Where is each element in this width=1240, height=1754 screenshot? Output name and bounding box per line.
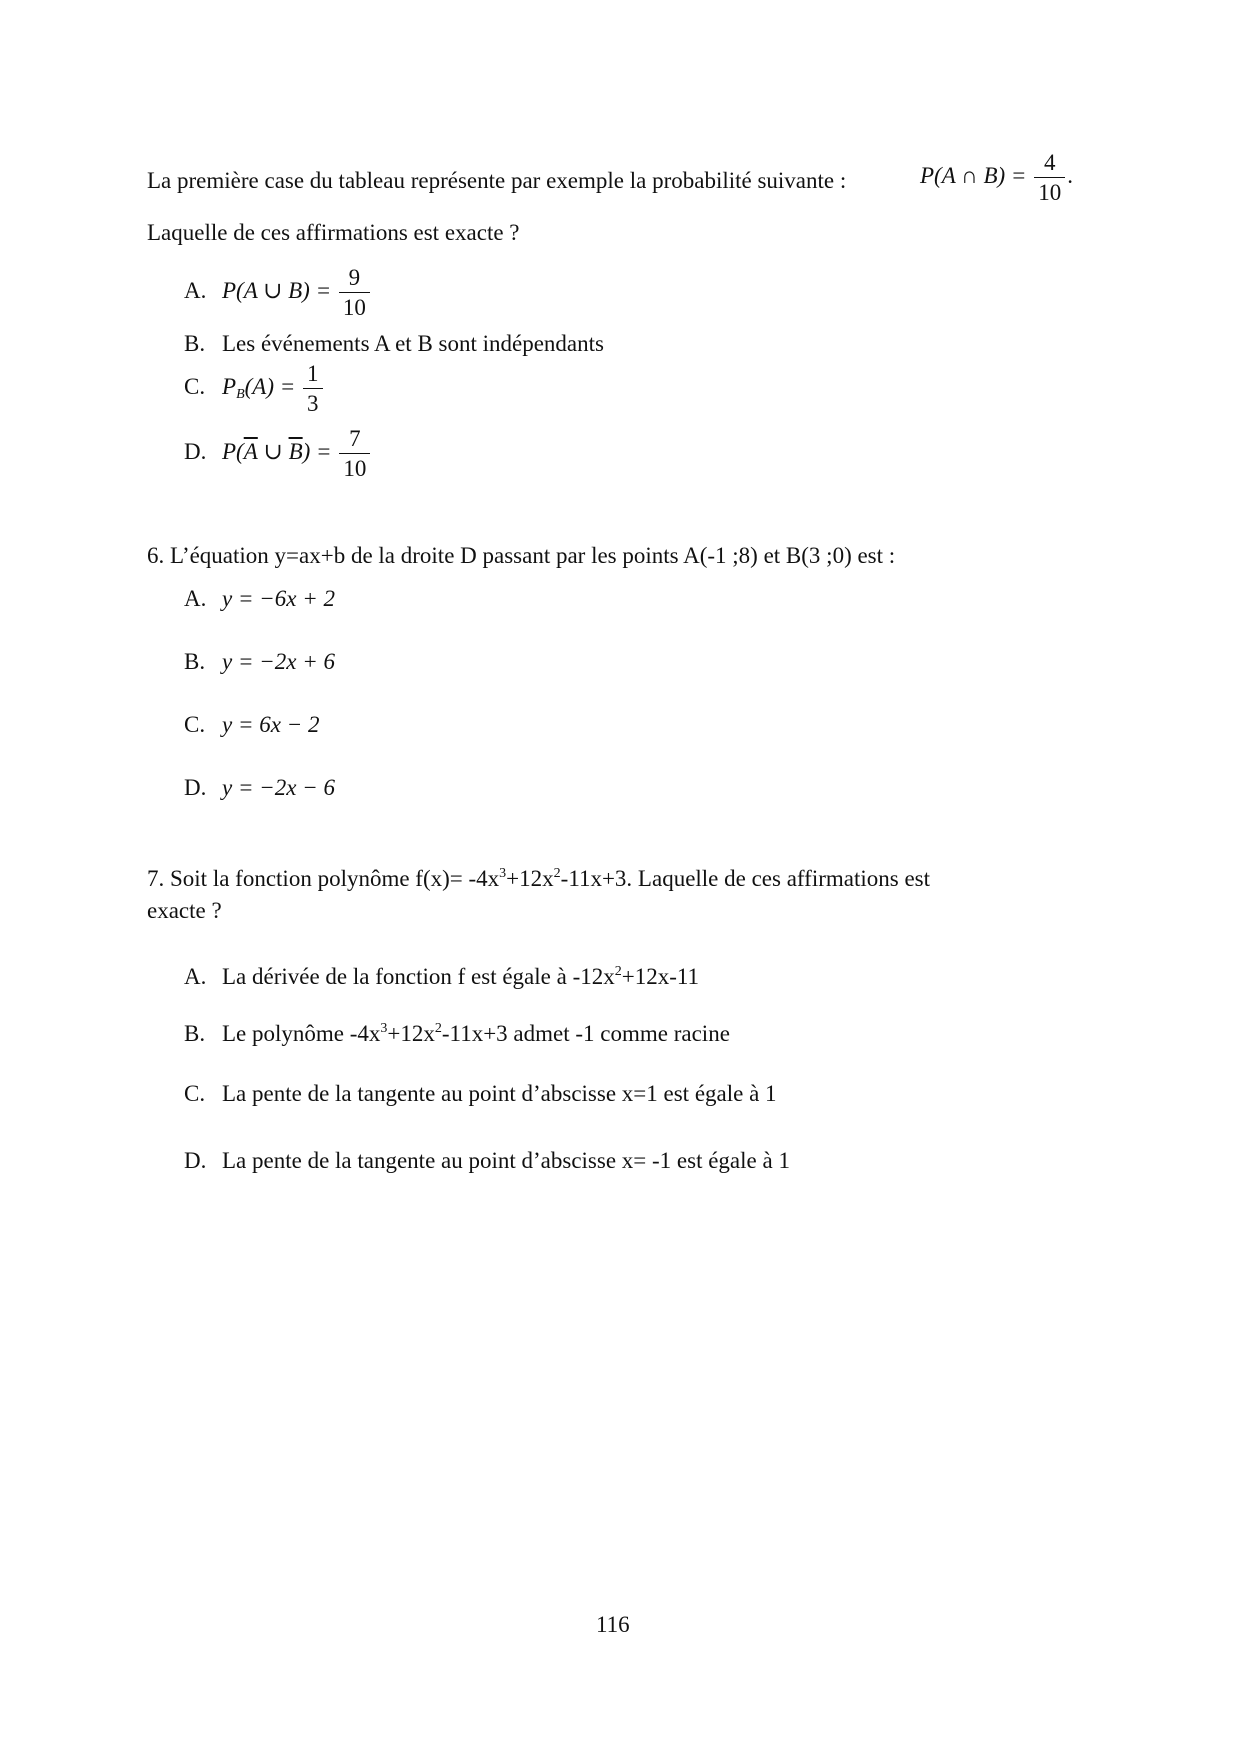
intro-formula: P(A ∩ B) = $\frac{4}{10}$ . — [920, 150, 1073, 205]
q6-option-d: D. y = −2x − 6 — [184, 775, 335, 800]
q5-option-c: C. $P_B(A)$ = $\frac{1}{3}$ — [184, 362, 325, 415]
q7-option-a: A. La dérivée de la fonction f est égale à $-12x^2+12x-11$ — [184, 964, 700, 989]
intro-sentence: La première case du tableau représente par exemple la probabilité suivante : — [147, 168, 847, 193]
q6-option-a: A. y = −6x + 2 — [184, 586, 335, 611]
page-number: 116 — [596, 1612, 630, 1637]
q5-option-d: D. $P(\overline{A}$ ∪ $\overline{B}$) = $\frac{7}{10}$ — [184, 427, 372, 480]
q7-question-line2: exacte ? — [147, 898, 222, 923]
q6-question: 6. L’équation y=ax+b de la droite D passant par les points A(-1 ;8) et B(3 ;0) est : — [147, 543, 896, 568]
q7-question-line1: 7. Soit la fonction polynôme $f(x)= -4x^3+12x^2-11x+3$. Laquelle de ces affirmations est — [147, 866, 931, 891]
intro-fraction: $\frac{4}{10}$ — [1034, 151, 1065, 204]
q7-option-d: D. La pente de la tangente au point d’abscisse x= -1 est égale à 1 — [184, 1148, 790, 1173]
q7-option-c: C. La pente de la tangente au point d’abscisse x=1 est égale à 1 — [184, 1081, 777, 1106]
q5-option-a: A. P(A ∪ B) = $\frac{9}{10}$ — [184, 266, 372, 319]
q6-option-c: C. y = 6x − 2 — [184, 712, 320, 737]
q7-option-b: B. Le polynôme $-4x^3+12x^2-11x+3$ admet -1 comme racine — [184, 1021, 730, 1046]
intro-question: Laquelle de ces affirmations est exacte ? — [147, 220, 520, 245]
q6-option-b: B. y = −2x + 6 — [184, 649, 335, 674]
q5-option-b: B. Les événements A et B sont indépendants — [184, 331, 604, 356]
